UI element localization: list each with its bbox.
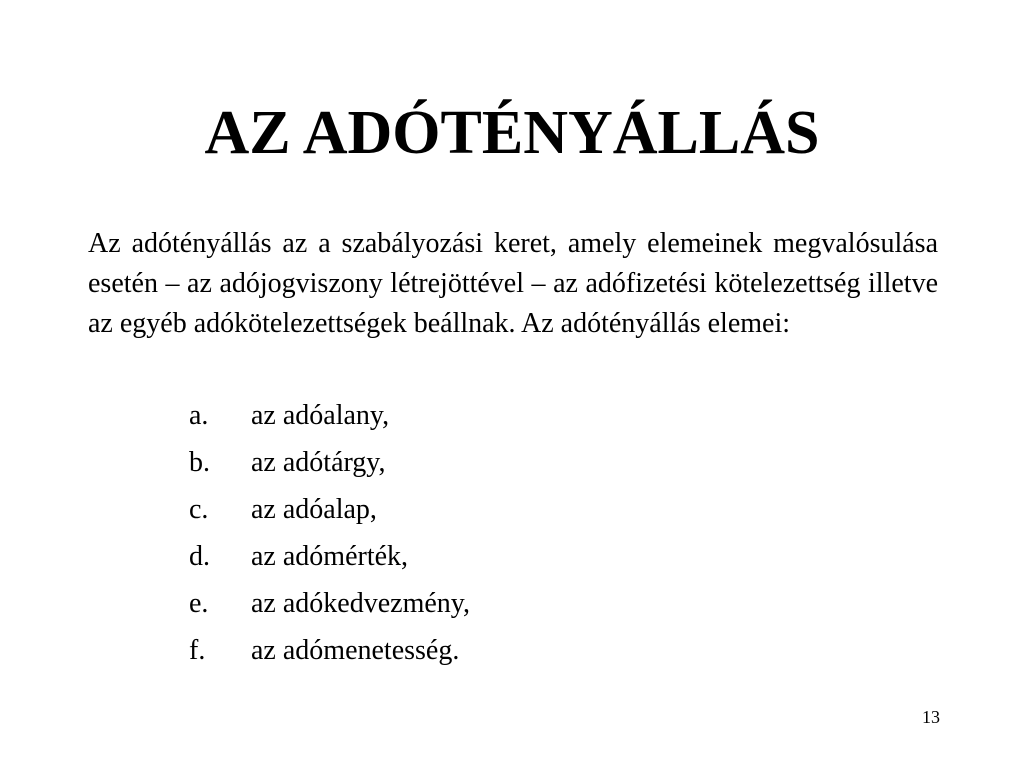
page-number: 13 [922,707,940,727]
intro-paragraph: Az adótényállás az a szabályozási keret, amely elemeinek megvalósulása esetén – az adójogviszony létrejöttével – az adófizetési kötelezettség illetve az egyéb adókötelezettségek beállnak. Az adótényállás elemei: [88,228,938,339]
list-item-text: az adómenetesség. [251,635,460,666]
list-marker: e. [189,588,209,619]
list-marker: b. [189,447,210,478]
list-marker: f. [189,635,206,666]
list-item [189,580,470,627]
list-item-text: az adótárgy, [251,447,386,478]
list-item [189,486,470,533]
list-item-text: az adómérték, [251,541,409,572]
element-list [189,392,470,674]
list-item-text: az adóalap, [251,494,377,525]
list-item [189,627,470,674]
list-marker: a. [189,400,209,431]
list-item-text: az adókedvezmény, [251,588,470,619]
list-marker: d. [189,541,210,572]
list-item [189,392,470,439]
list-item [189,439,470,486]
slide-title: AZ ADÓTÉNYÁLLÁS [204,99,820,167]
list-marker: c. [189,494,209,525]
list-item-text: az adóalany, [251,400,390,431]
list-item [189,533,470,580]
